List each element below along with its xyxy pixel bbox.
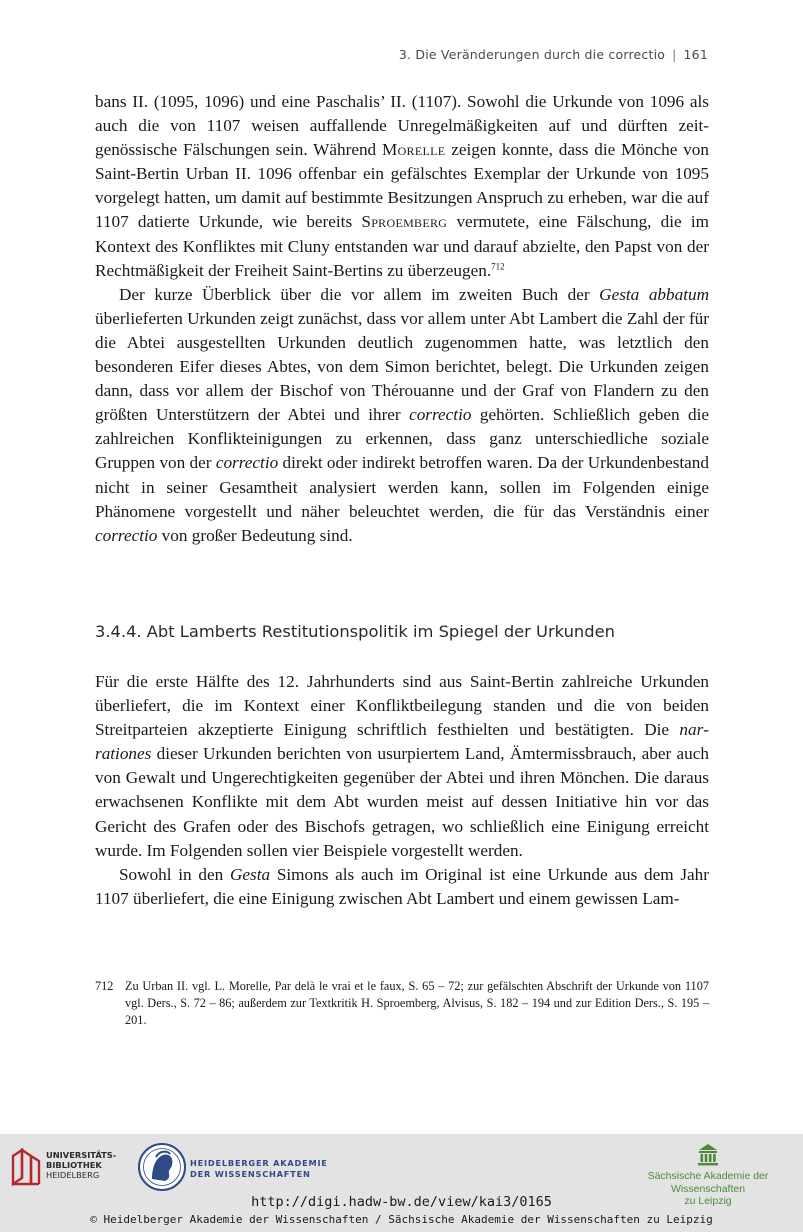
ub-logo-line: UNIVERSITÄTS- [46, 1150, 117, 1160]
hadw-logo-text [190, 1158, 328, 1179]
ub-heidelberg-logo[interactable] [10, 1146, 120, 1188]
italic-term: Gesta [229, 864, 271, 884]
copyright-notice: © Heidelberger Akademie der Wissenschaften / Sächsische Akademie der Wissenschaften zu Leipzig [90, 1213, 713, 1226]
italic-term: narrationes [95, 720, 709, 764]
italic-term: Gesta abbatum [599, 284, 709, 304]
hadw-logo[interactable] [138, 1141, 338, 1193]
ub-logo-line: HEIDELBERG [46, 1170, 100, 1180]
paragraph-2-text: Der kurze Überblick über die vor allem im zweiten Buch der [119, 284, 600, 304]
saw-logo-line: zu Leipzig [684, 1195, 732, 1207]
saw-building-icon [697, 1142, 719, 1166]
footnote [95, 978, 709, 1029]
italic-term: correctio [215, 453, 279, 473]
permalink-url[interactable]: http://digi.hadw-bw.de/view/kai3/0165 [251, 1194, 552, 1210]
italic-term: correctio [409, 405, 472, 425]
paragraph-4 [95, 863, 709, 911]
paragraph-1 [95, 90, 709, 283]
footnote-reference[interactable]: 712 [491, 260, 505, 271]
paragraph-3 [95, 670, 709, 863]
running-head-chapter: 3. Die Veränderungen durch die correctio [398, 47, 666, 62]
paragraph-3-text: dieser Urkunden berichten von usurpiertem Land, Ämtermissbrauch, aber auch von Gewalt und Ungerechtigkeiten gegenüber der Abtei und ihren Mönchen. Die daraus erwachsenen Konflikte mit dem Abt wurden meist auf dessen Initiative hin vor das Gericht des Grafen oder des Bischofs getragen, wo schließlich eine Einigung erreicht wurde. Im Folgenden sollen vier Beispiele vorgestellt werden. [95, 744, 709, 860]
ub-logo-mark-icon [10, 1146, 42, 1188]
paragraph-3-text: Für die erste Hälfte des 12. Jahrhunderts sind aus Saint-Bertin zahlreiche Urkunden überliefert, die im Kontext einer Konfliktbeilegung standen und die von beiden Streitparteien akzeptierte Einigung schriftlich festhielten und bestätigten. Die [95, 672, 709, 740]
italic-term: correctio [95, 525, 158, 545]
running-head [399, 47, 708, 62]
footnote-number: 712 [95, 979, 114, 993]
section-heading: 3.4.4. Abt Lamberts Restitutionspolitik im Spiegel der Urkunden [95, 622, 615, 641]
saw-logo-line: Sächsische Akademie der Wissenschaften [647, 1170, 769, 1195]
running-head-separator: | [672, 47, 677, 62]
paragraph-4-text: Simons als auch im Original ist eine Urkunde aus dem Jahr 1107 überliefert, die eine Einigung zwischen Abt Lambert und einem gewissen Lam- [95, 864, 709, 908]
ub-logo-line: BIBLIOTHEK [46, 1160, 102, 1170]
hadw-logo-line: DER WISSENSCHAFTEN [190, 1168, 311, 1179]
paragraph-1-text: vermutete, eine Fälschung, die im Kontext des Konfliktes mit Cluny entstanden war und darauf abzielte, den Papst von der Rechtmäßigkeit der Freiheit Saint-Bertins zu überzeugen. [95, 212, 709, 280]
page-number: 161 [683, 47, 708, 62]
author-name-sproemberg: Sproemberg [361, 212, 448, 232]
paragraph-2 [95, 283, 709, 548]
ub-logo-text [46, 1150, 116, 1180]
hadw-logo-line: HEIDELBERGER AKADEMIE [190, 1158, 328, 1168]
paragraph-2-text: überlieferten Urkunden zeigt zunächst, dass vor allem unter Abt Lambert die Zahl der für die Abtei ausgestellten Urkunden deutlich zugenommen hatte, was letztlich den besonderen Eifer dieses Abtes, von dem Simon berichtet, belegt. Die Urkunden zeigen dann, dass vor allem der Bischof von Thérouanne und der Graf von Flandern zu den größten Unterstützern der Abtei und ihrer [95, 308, 709, 425]
paragraph-1-text: zeigen konnte, dass die Mönche von Saint-Bertin Urban II. 1096 offenbar ein gefälschtes Exemplar der Urkunde von 1095 vorgelegt hatten, um damit auf bestimmte Besitzungen Anspruch zu erheben, war die auf 1107 datierte Urkunde, wie bereits [95, 140, 709, 232]
author-name-morelle: Morelle [381, 140, 446, 160]
body-text-lower [95, 670, 709, 911]
paragraph-2-text: direkt oder indirekt betroffen waren. Da der Urkundenbestand nicht in seiner Gesamtheit analysiert werden kann, sollen im Folgenden einige Phänomene vorgestellt und näher beleuchtet werden, die für das Verständnis einer [95, 453, 709, 521]
footnote-text: Zu Urban II. vgl. L. Morelle, Par delà le vrai et le faux, S. 65 – 72; zur gefälschten Abschrift der Urkunde von 1107 vgl. Ders., S. 72 – 86; außerdem zur Textkritik H. Sproemberg, Alvisus, S. 182 – 194 und zur Edition Ders., S. 195 – 201. [125, 979, 709, 1027]
saw-leipzig-logo[interactable] [618, 1142, 798, 1207]
paragraph-2-text: gehörten. Schließlich geben die zahlreichen Konflikteinigungen zu erkennen, dass ganz unterschiedliche soziale Gruppen von der [95, 405, 709, 473]
paragraph-1-text: bans II. (1095, 1096) und eine Paschalis’ II. (1107). Sowohl die Urkunde von 1096 als auch die von 1107 weisen auffallende Unregelmäßigkeiten auf und dürften zeitgenössische Fälschungen sein. Während [95, 92, 709, 160]
paragraph-4-text: Sowohl in den [119, 864, 230, 884]
body-text-upper [95, 90, 709, 548]
paragraph-2-text: von großer Bedeutung sind. [157, 525, 353, 545]
minerva-seal-icon [138, 1141, 186, 1193]
